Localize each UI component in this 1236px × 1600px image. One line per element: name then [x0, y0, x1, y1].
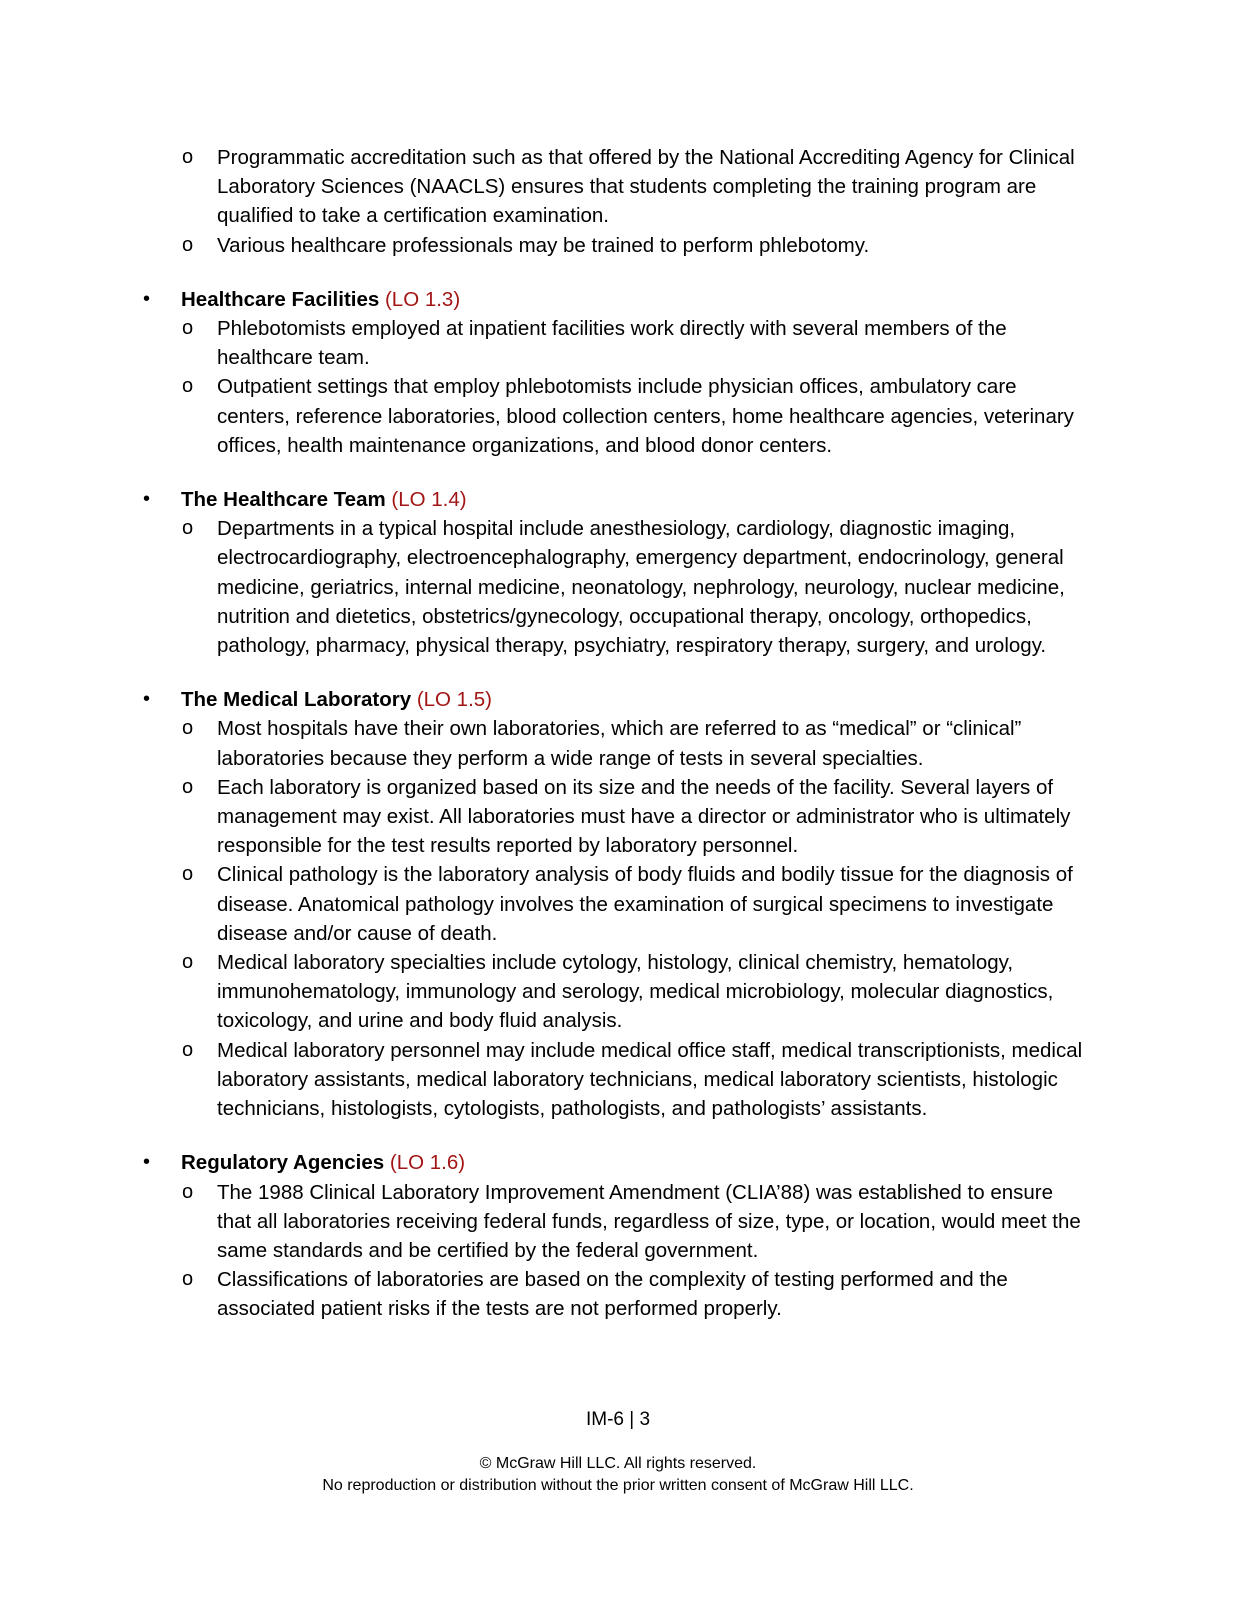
disc-bullet-icon: •: [143, 287, 151, 310]
section-heading: [0, 1148, 1236, 1177]
list-item-text: Departments in a typical hospital include anesthesiology, cardiology, diagnostic imaging, electrocardiography, electroencephalography, emergency department, endocrinology, general medicine, geriatrics, internal medicine, neonatology, nephrology, neurology, nuclear medicine, nutrition and dietetics, obstetrics/gynecology, occupational therapy, oncology, orthopedics, pathology, pharmacy, physical therapy, psychiatry, respiratory therapy, surgery, and urology.: [217, 517, 1065, 658]
section-title: The Healthcare Team: [181, 488, 386, 512]
section-title: Healthcare Facilities: [181, 287, 380, 311]
circle-bullet-icon: o: [182, 863, 194, 886]
section-title: Regulatory Agencies: [181, 1151, 385, 1175]
list-item: [0, 1036, 1236, 1124]
list-item: [0, 714, 1236, 772]
learning-outcome-ref: (LO 1.5): [416, 688, 493, 712]
list-item-text: Programmatic accreditation such as that offered by the National Accrediting Agency for Clinical Laboratory Sciences (NAACLS) ensures that students completing the training program are qualified to take a certification examination.: [217, 146, 1075, 228]
section-list: [0, 514, 1236, 660]
list-item-text: Clinical pathology is the laboratory analysis of body fluids and bodily tissue for the diagnosis of disease. Anatomical pathology involves the examination of surgical specimens to investigate disease and/or cause of death.: [217, 863, 1073, 945]
circle-bullet-icon: o: [182, 1268, 194, 1291]
list-item-text: Phlebotomists employed at inpatient facilities work directly with several members of the healthcare team.: [217, 317, 1007, 370]
list-item-text: Most hospitals have their own laboratories, which are referred to as “medical” or “clinical” laboratories because they perform a wide range of tests in several specialties.: [217, 717, 1022, 770]
list-item-text: The 1988 Clinical Laboratory Improvement Amendment (CLIA’88) was established to ensure that all laboratories receiving federal funds, regardless of size, type, or location, would meet the same standards and be certified by the federal government.: [217, 1180, 1081, 1262]
circle-bullet-icon: o: [182, 1180, 194, 1203]
list-item: [0, 231, 1236, 260]
list-item: [0, 773, 1236, 861]
section-title: The Medical Laboratory: [181, 688, 412, 712]
list-item-text: Each laboratory is organized based on its size and the needs of the facility. Several layers of management may exist. All laboratories must have a director or administrator who is ultimately responsible for the test results reported by laboratory personnel.: [217, 775, 1071, 858]
section-regulatory-agencies: [0, 1148, 1236, 1323]
intro-list: [0, 143, 1236, 260]
circle-bullet-icon: o: [182, 517, 194, 540]
list-item-text: Medical laboratory personnel may include medical office staff, medical transcriptionists, medical laboratory assistants, medical laboratory technicians, medical laboratory scientists, histologic technicians, histologists, cytologists, pathologists, and pathologists’ assistants.: [217, 1038, 1083, 1121]
list-item: [0, 314, 1236, 372]
section-healthcare-facilities: [0, 285, 1236, 460]
list-item: [0, 1178, 1236, 1266]
list-item: [0, 860, 1236, 948]
circle-bullet-icon: o: [182, 1038, 194, 1061]
section-list: [0, 1178, 1236, 1324]
learning-outcome-ref: (LO 1.3): [384, 287, 461, 311]
section-medical-laboratory: [0, 685, 1236, 1123]
circle-bullet-icon: o: [182, 146, 194, 168]
circle-bullet-icon: o: [182, 375, 194, 398]
list-item: [0, 514, 1236, 660]
disc-bullet-icon: •: [143, 488, 151, 511]
learning-outcome-ref: (LO 1.4): [391, 488, 467, 512]
circle-bullet-icon: o: [182, 233, 194, 256]
circle-bullet-icon: o: [182, 717, 194, 740]
footer-copyright: © McGraw Hill LLC. All rights reserved.: [479, 1455, 757, 1472]
disc-bullet-icon: •: [143, 688, 151, 711]
list-item: [0, 143, 1236, 231]
footer: [0, 1453, 1236, 1497]
section-heading: [0, 285, 1236, 314]
circle-bullet-icon: o: [182, 951, 194, 974]
section-list: [0, 314, 1236, 460]
list-item-text: Outpatient settings that employ phlebotomists include physician offices, ambulatory care centers, reference laboratories, blood collection centers, home healthcare agencies, veterinary offices, health maintenance organizations, and blood donor centers.: [217, 375, 1074, 457]
list-item-text: Medical laboratory specialties include cytology, histology, clinical chemistry, hematology, immunohematology, immunology and serology, medical microbiology, molecular diagnostics, toxicology, and urine and body fluid analysis.: [217, 951, 1054, 1033]
list-item: [0, 948, 1236, 1036]
disc-bullet-icon: •: [143, 1151, 151, 1174]
list-item: [0, 1265, 1236, 1323]
section-heading: [0, 685, 1236, 714]
list-item-text: Classifications of laboratories are based on the complexity of testing performed and the associated patient risks if the tests are not performed properly.: [217, 1268, 1008, 1321]
circle-bullet-icon: o: [182, 317, 194, 340]
page-number: IM-6 | 3: [585, 1409, 651, 1430]
circle-bullet-icon: o: [182, 775, 194, 798]
section-healthcare-team: [0, 485, 1236, 660]
learning-outcome-ref: (LO 1.6): [389, 1151, 466, 1175]
footer-notice: No reproduction or distribution without the prior written consent of McGraw Hill LLC.: [322, 1477, 914, 1494]
section-list: [0, 714, 1236, 1123]
document-body: [0, 143, 1236, 1324]
list-item-text: Various healthcare professionals may be trained to perform phlebotomy.: [217, 233, 870, 257]
section-heading: [0, 485, 1236, 514]
list-item: [0, 372, 1236, 460]
